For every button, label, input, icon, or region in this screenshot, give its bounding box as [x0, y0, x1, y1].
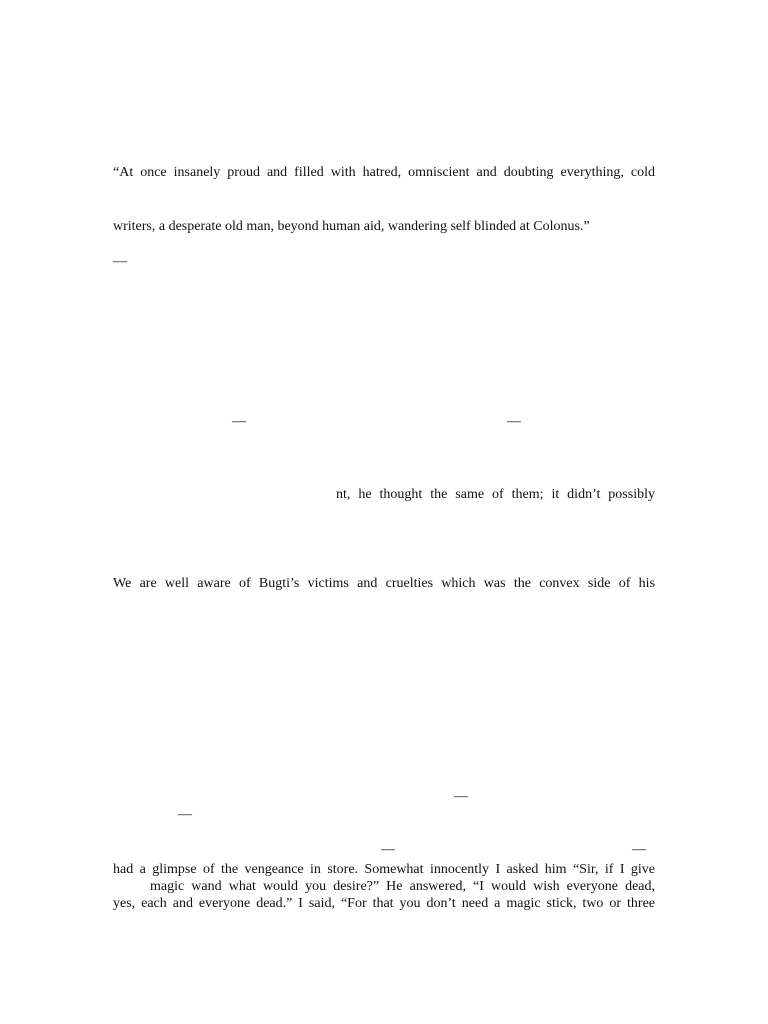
last-para-line-1: had a glimpse of the vengeance in store. Somewhat innocently I asked him “Sir, if I give [113, 862, 655, 877]
em-dash: — [507, 414, 521, 429]
em-dash: — [381, 842, 395, 857]
last-para-line-2: magic wand what would you desire?” He answered, “I would wish everyone dead, [150, 879, 655, 894]
quote-line-1: “At once insanely proud and filled with hatred, omniscient and doubting everything, cold [113, 165, 655, 180]
em-dash: — [232, 414, 246, 429]
paragraph-line: We are well aware of Bugti’s victims and cruelties which was the convex side of his [113, 576, 655, 591]
em-dash: — [113, 254, 127, 269]
em-dash: — [178, 807, 192, 822]
em-dash: — [454, 789, 468, 804]
last-para-line-3: yes, each and everyone dead.” I said, “For that you don’t need a magic stick, two or three [113, 896, 655, 911]
em-dash: — [632, 842, 646, 857]
quote-line-2: writers, a desperate old man, beyond human aid, wandering self blinded at Colonus.” [113, 219, 590, 234]
fragment-line: nt, he thought the same of them; it didn’t possibly [336, 487, 655, 502]
